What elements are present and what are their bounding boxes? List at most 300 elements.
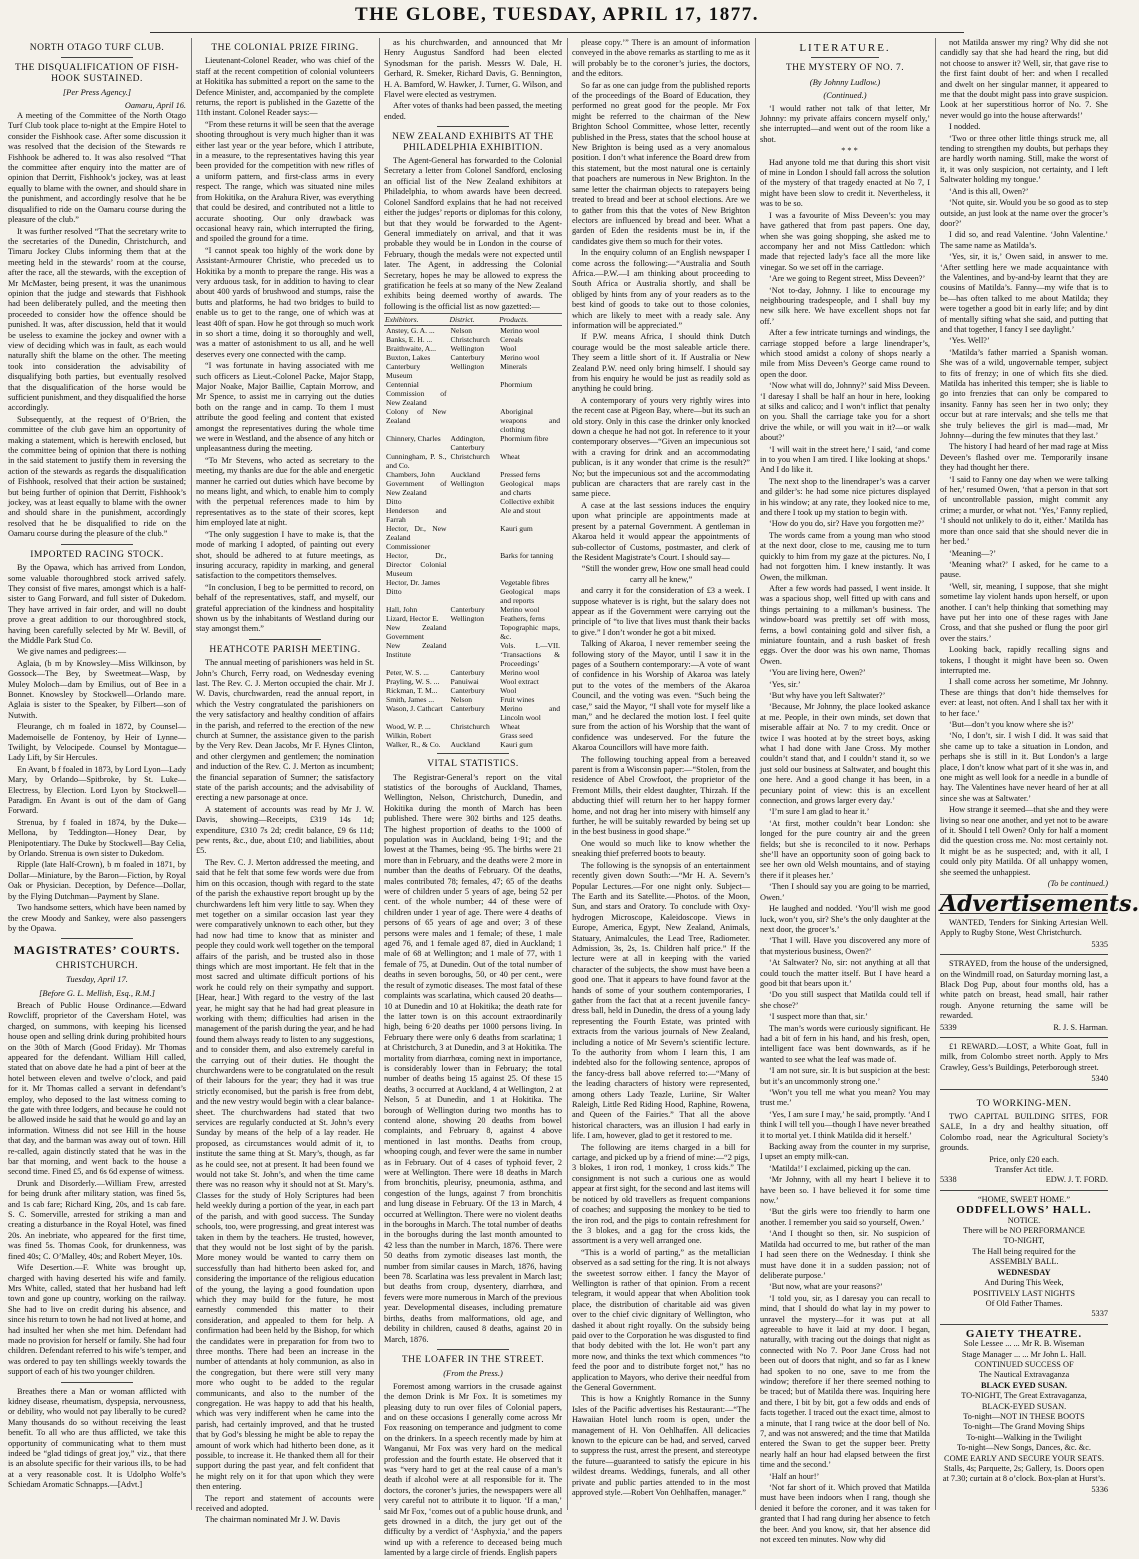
article-paragraph: as his churchwarden, and announced that Mr Henry Augustus Sandford had been elected Synodsman for the parish. Messrs W. Dale, H. Gerhard, R. Smeker, Richard Davis, G. Bennington, H. A. Bamford, W. Hawker, J. Turner, G. Wilson, and Flavel were elected as vestrymen. xyxy=(384,38,562,100)
story-paragraph: ‘I told you, sir, as I daresay you can recall to mind, that I should do what lay in my power to unravel the mystery—for it was put at all agreeable to have it laid at my door. I began, naturally, with tracing out the doings that night as connected with No 7. Poor Jane Cross had not been out of doors that night, and so far as I knew had spoken to no one, save to me from the window; therefore if her there seemed nothing to be traced; but of Matilda there was. Inquiring here and there, I bit by bit, got a few odds and ends of facts together. I traced out the exact time, almost to a minute, that I rang twice at the door bell of No. 7, and was not answered; and the time that Matilda entered the Swan to get the supper beer. Pretty nearly half an hour had elapsed between the first time and the second.’ xyxy=(760,1293,930,1470)
story-paragraph: The man’s words were curiously significant. He had a bit of fern in his hand, and his fresh, open, intelligent face was bent downwards, as if he wanted to see what the leaf was made of. xyxy=(760,1023,930,1064)
ad-line: The Hall being required for the xyxy=(972,1246,1076,1256)
story-title: THE MYSTERY OF NO. 7. xyxy=(785,63,905,74)
story-paragraph: ‘Do you still suspect that Matilda could tell if she chose?’ xyxy=(760,990,930,1010)
divider xyxy=(61,938,132,939)
article-paragraph: One would so much like to know whether the sneaking thief preferred boots to beauty. xyxy=(572,838,750,859)
story-paragraph: ‘How do you do, sir? Have you forgotten me?’ xyxy=(769,519,925,529)
table-row xyxy=(384,605,562,614)
story-paragraph: ‘I would rather not talk of that letter, Mr Johnny: my private affairs concern myself only,’ she interrupted—and went out of the room like a shot. xyxy=(760,103,930,144)
story-paragraph: not Matilda answer my ring? Why did she not candidly say that she had heard the ring, but did not choose to answer it? Well, sir, that gave rise to the first faint doubt of her: and when I recalled and dwelt on her singular manner, it appeared to me that the doubt might pass into grave suspicion. Look at her superstitious horror of No. 7. She never would go into the house afterwards!’ xyxy=(940,38,1108,120)
article-paragraph: “I was fortunate in having associated with me such officers as Lieut.-Colonel Packe, Major Stapp, Major Noake, Major Baillie, Captain Morrow, and Mr Spence, to assist me in carrying out the duties both on the range and in camp. To them I must attribute the good feeling and content that existed amongst the representatives during the whole time we were in Westland, and the absence of any hitch or unpleasantness during the meeting. xyxy=(196,361,374,454)
column-rule xyxy=(755,38,756,1510)
exhibits-header: District. xyxy=(449,314,499,326)
ad-reward xyxy=(940,1037,1108,1085)
turf-title: NORTH OTAGO TURF CLUB. xyxy=(29,43,165,53)
table-cell: Wellington xyxy=(450,362,485,372)
table-row xyxy=(384,578,562,587)
table-cell: Rickman, T. M... xyxy=(386,686,438,696)
article-paragraph: Wife Desertion.—F. White was brought up, charged with having deserted his wife and family. Mrs White, called, stated that her husband had left town and gone up country, working on the railway. She had to live on credit during his absence, and since his return to town he had not lived at home, and had insulted her when she met him. Defendant had made no provision for herself or family. She had four children. Defendant referred to his wife’s temper, and was ordered to pay ten shillings weekly towards the support of each of his two younger children. xyxy=(8,1263,186,1377)
story-paragraph: ‘But the girls were too friendly to harm one another. I remember you said so yourself, Owen.’ xyxy=(760,1207,930,1227)
table-row xyxy=(384,497,562,506)
divider xyxy=(437,126,508,127)
turf-subtitle: THE DISQUALIFICATION OF FISH-HOOK SUSTAINED. xyxy=(14,63,180,84)
table-cell: Pressed ferns xyxy=(500,470,541,480)
article-paragraph: A case at the last sessions induces the enquiry upon what principle are appointments made at present by a paternal Government. A gentleman in Akaroa held it would appear the appointments of sub-collector of Customs, postmaster, and clerk of the Resident Magistrate’s Court. I should say— xyxy=(572,500,750,562)
table-cell xyxy=(449,524,499,551)
ad-line: TO-NIGHT, The Great Extravaganza, xyxy=(961,1391,1087,1401)
table-cell: Wool xyxy=(500,686,517,696)
story-paragraph: ‘Won’t you tell me what you mean? You may trust me.’ xyxy=(760,1088,930,1108)
article-paragraph: A contemporary of yours very rightly wires into the recent case at Pigeon Bay, where—but its such an old story. Only in this case the drinker only knocked down a cheque he had not got. In reference to it your contemporary observes—“Given an impecunious sot with a craving for drink and an accommodating publican, is it any wonder that crime is the result?” No; but the impecunious sot and the accommodating publican are characters that are rarely cast in the same piece. xyxy=(572,395,750,499)
ad-transfer: Transfer Act title. xyxy=(994,1165,1054,1175)
article-paragraph: The following is the synopsis of an entertainment recently given down South:—“Mr H. A. Severn’s Popular Lectures.—For one night only. Subject—The Earth and its Satellite.—Photos. of the Moon, Sun, and stars and Oratory. To conclude with Oxy-hydrogen Microscope, Kaleidoscope. Views in Europe, America, Egypt, New Zealand, Animals, Statuary, Animalcules, the Lead Tree, Radiometer. Admission, 3s, 2s, 1s. Children half price.” If the lecture were at all in keeping with the varied character of the subjects, the show must have been a good one. That it appears to have found favor at the hands of some of your southern contemporaries, I gather from the fact that at a recent juvenile fancy-dress ball, held in Dunedin, the dress of a young lady representing the Fourth Estate, was printed with extracts from the various journals of New Zealand, including a notice of Mr Severn’s scientific lecture. To the authority from whom I learn this, I am indebted also for the following sentence, apropos of the fancy-dress ball above referred to:—“Many of the leading characters of history were represented, among others Lady Teazle, Luriine, Sir Walter Raleigh, Little Red Riding Hood, Raphine, Rowena, and Queen of the Fairies.” That all the above historical characters, was an illusion I had early in life. I am, however, glad to get it restored to me. xyxy=(572,860,750,1141)
ad-line: And During This Week, xyxy=(984,1278,1064,1288)
article-paragraph: The Agent-General has forwarded to the Colonial Secretary a letter from Colonel Sandford, enclosing an official list of the New Zealand exhibitors at Philadelphia, to whom awards have been decreed. Colonel Sandford explains that he had not received either the judges’ reports or diplomas for this colony, but that they would be forwarded to the Agent-General immediately on arrival, and that it was probable they would be in London in the course of February, though the medals were not expected until later. The Agent, in addressing the Colonial Secretary, hopes he may be allowed to express the gratification he feels at so many of the New Zealand exhibits being deemed worthy of awards. The following is the official list as now gazetted:— xyxy=(384,156,562,311)
exhibits-title: NEW ZEALAND EXHIBITS AT THE PHILADELPHIA EXHIBITION. xyxy=(392,132,554,153)
table-cell: Wool xyxy=(500,344,517,354)
story-paragraph: ‘I suspect more than that, sir.’ xyxy=(769,1012,868,1022)
masthead-rule xyxy=(150,32,964,33)
table-cell: Chambers, John xyxy=(386,470,435,480)
table-cell: Chinnery, Charles xyxy=(386,434,441,444)
table-row xyxy=(384,353,562,362)
story-paragraph: I shall come across her sometime, Mr Johnny. These are things that don’t hide themselves for ever: at least, not often. And I shall tax her with it to her face.’ xyxy=(940,677,1108,718)
divider xyxy=(437,1349,508,1350)
story-continued: (Continued.) xyxy=(823,90,867,101)
vital-title: VITAL STATISTICS. xyxy=(427,759,519,770)
table-row xyxy=(384,380,562,407)
magistrates-title: MAGISTRATES’ COURTS. xyxy=(13,943,181,958)
ad-signature: EDW. J. T. FORD. xyxy=(1045,1175,1108,1185)
column-rule xyxy=(935,38,936,1510)
ad-text: £1 REWARD.—LOST, a White Goat, full in milk, from Colombo street north. Apply to Mrs Crawley, Gess’s Buildings, Peterborough street. xyxy=(940,1041,1108,1072)
story-paragraph: ‘Meaning—?’ xyxy=(949,548,996,558)
table-cell: Collective exhibit xyxy=(500,497,555,507)
advertisements-heading: Advertisements. xyxy=(940,890,1139,917)
table-row xyxy=(384,326,562,336)
ad-text: WANTED, Tenders for Sinking Artesian Well. Apply to Rugby Stone, West Christchurch. xyxy=(940,917,1108,938)
table-row xyxy=(384,686,562,695)
table-cell: Kauri gum xyxy=(500,524,533,534)
table-cell xyxy=(449,731,499,740)
table-cell: Vols. I.—VII. ‘Transactions & Proceedings’ xyxy=(500,641,560,669)
article-paragraph: Ripple (late Half-Crown), b m foaled in 1871, by Dollar—Miniature, by the Baron—Fiction, by Royal Oak or Physician. Deception, by Defence—Dollar, by the Flying Dutchman—Payment by Slane. xyxy=(8,860,186,901)
column-rule xyxy=(191,38,192,1510)
prize-title: THE COLONIAL PRIZE FIRING. xyxy=(211,43,359,53)
exhibits-header: Products. xyxy=(498,314,562,326)
magistrates-bench: [Before G. L. Mellish, Esq., R.M.] xyxy=(39,987,155,998)
magistrates-place: CHRISTCHURCH. xyxy=(55,960,139,971)
ad-line: ASSEMBLY BALL. xyxy=(989,1257,1059,1267)
table-cell: Topographic maps, &c. xyxy=(500,623,560,642)
ad-line: Stalls, 4s; Parquette, 2s; Gallery, 1s. Doors open at 7.30; curtain at 8 o’clock. Box-plan at Hurst’s. xyxy=(942,1464,1106,1484)
story-paragraph: ‘Matilda’s father married a Spanish woman. She was of a wild, ungovernable temper, subject to fits of frenzy; in one of which fits she died. Matilda has inherited this temper; she is liable to go into frenzies that can only be compared to insanity. Fanny has seen her in two only; they occur but at rare intervals; and she tells me that she truly believes the girl is mad—mad, Mr Johnny—during the few minutes that they last.’ xyxy=(940,347,1108,441)
table-cell: Nelson xyxy=(450,326,473,336)
divider xyxy=(811,57,879,58)
story-paragraph: ‘Not quite, sir. Would you be so good as to step outside, an just look at the name over the grocer’s door?’ xyxy=(940,198,1108,228)
article-paragraph: Aglaia, (b m by Knowsley—Miss Wilkinson, by Gossock—The Bey, by Sweetmeat—Wasp, by Muley Moloch—dam by Emilius, out of Bee in a Bonnet. Knowsley by Stockwell—Orlando mare. Aglaia is sister to the Speaker, by Filbert—son of Nutwith. xyxy=(8,658,186,720)
ad-number: 5339 xyxy=(940,1022,957,1032)
loafer-source: (From the Press.) xyxy=(443,1368,503,1379)
table-cell: Peter, W. S. ... xyxy=(386,668,429,678)
table-cell: Government of New Zealand xyxy=(386,479,447,498)
table-cell: Centennial Commission of New Zealand xyxy=(386,380,447,408)
ad-number: 5340 xyxy=(1091,1074,1108,1084)
ad-signature: R. J. S. Harman. xyxy=(1053,1022,1108,1032)
article-paragraph: and carry it for the consideration of £3 a week. I suppose whatever is is right, but the salary does not appear as if the Government were carrying out the principle of “to live that lives must thank their backs to give.” I don’t wonder he got a bit mixed. xyxy=(572,586,750,637)
story-paragraph: ‘Yes. Well?’ xyxy=(949,336,990,346)
column-rule xyxy=(567,38,568,1510)
article-paragraph: “The only suggestion I have to make is, that the mode of marking I adopted, of painting out every shot, should be adhered to at future meetings, as insuring accuracy, rapidity in marking, and general satisfaction to the competitors themselves. xyxy=(196,529,374,581)
table-row xyxy=(384,731,562,740)
table-cell: Smith, James ... xyxy=(386,695,435,705)
table-cell: Canterbury xyxy=(450,668,485,678)
table-cell: Ditto xyxy=(386,497,402,507)
table-cell: Hector, Dr., Director Colonial Museum xyxy=(386,551,447,579)
story-author: (By Johnny Ludlow.) xyxy=(809,76,881,87)
table-cell: Wheat xyxy=(500,722,520,732)
exhibits-header: Exhibitors. xyxy=(384,314,449,326)
article-paragraph: In the enquiry column of an English newspaper I come across the following:—“Australia and South Africa.—P.W.—I am thinking about proceeding to South Africa or Australia shortly, and shall be obliged by hints from any of your readers as to the best kind of goods to take out to those colonies, which are likely to meet with a ready sale. Any information will be appreciated.” xyxy=(572,248,750,330)
story-paragraph: ‘I’m sure I am glad to hear it.’ xyxy=(769,807,870,817)
story-paragraph: ‘I said to Fanny one day when we were talking of her,’ resumed Owen, ‘that a person in that sort of uncontrollable passion, might commit any crime; a murder, or what not. ‘Yes,’ Fanny replied, ‘I should not unlikely to do it, either.’ Matilda has more than once said that she should never die in her bed.’ xyxy=(940,474,1108,547)
article-paragraph: The annual meeting of parishioners was held in St. John’s Church, Ferry road, on Wednesday evening last. The Rev. C. J. Merton occupied the chair. Mr J. W. Davis, churchwarden, read the annual report, in which the Vestry congratulated the parishioners on the very satisfactory and healthy condition of affairs in the parish, and referred to the erection of the new church at Sumner, the assistance given to the parish by the Very Rev. Dean Jacobs, Mr F. Hynes Clinton, and other clergymen and gentlemen; the nomination and induction of the Rev. C. J. Merton as incumbent; the financial separation of Sumner; the satisfactory state of the parish accounts; and the advisability of erecting a new parsonage at once. xyxy=(196,658,374,803)
ad-line: POSITIVELY LAST NIGHTS xyxy=(973,1288,1075,1298)
story-paragraph: ‘Well, sir, meaning, I suppose, that she might sometime lay violent hands upon herself, or upon another. I can’t help thinking that something may have put her into one of these rages with Jane Cross, and that she pushed or flung the poor girl over the stairs.’ xyxy=(940,581,1108,643)
article-paragraph: Subsequently, at the request of O’Brien, the committee of the club gave him an opportunity of making a statement, which is herewith enclosed, but the committee being of opinion that there is nothing in the said statement to justify them in reversing the action of the stewards as regards the disqualification of Fishhook, resolved that their action be sustained; but being further of opinion that Derritt, Fishhook’s jockey, was at least equally to blame with the owner and should share in the punishment, accordingly resolved that he be disqualified to ride on the Oamaru course during the pleasure of the club.” xyxy=(8,414,186,539)
table-cell: Vegetable fibres xyxy=(500,578,550,588)
article-paragraph: “From these returns it will be seen that the average shooting throughout is very much higher than it was either last year or the year before, which I attribute, in a measure, to the representatives having this year been provided for the competition with new rifles of a uniform pattern, and first-class arms in every respect. The range, which was situated nine miles from Hokitika, on the Arahura River, was everything that could be desired, and contributed not a little to accurate shooting. Our only drawback was occasional heavy rain, which interrupted the firing, and spoiled the ground for a time. xyxy=(196,119,374,244)
loafer-title: THE LOAFER IN THE STREET. xyxy=(401,1354,545,1365)
table-cell xyxy=(449,407,499,434)
turf-agency: [Per Press Agency.] xyxy=(62,87,132,98)
story-paragraph: ‘That I will. Have you discovered any more of that mysterious business, Owen?’ xyxy=(760,936,930,956)
ad-line: Of Old Father Thames. xyxy=(985,1298,1063,1308)
table-cell: Colony of New Zealand xyxy=(386,407,447,426)
article-paragraph: Lieutenant-Colonel Reader, who was chief of the staff at the recent competition of colonial volunteers at Hokitika has submitted a report on the same to the Defence Minister, and, accompanied by the complete returns, the report is published in the Gazette of the 11th instant. Colonel Reader says:— xyxy=(196,56,374,118)
table-row xyxy=(384,641,562,668)
table-cell: Banks, E. H. ... xyxy=(386,335,433,345)
article-paragraph: Two handsome setters, which have been named by the crew Moody and Sankey, were also passengers by the Opawa. xyxy=(8,903,186,933)
story-paragraph: ‘Now what will do, Johnny?’ said Miss Deveen. ‘I daresay I shall be half an hour in here, looking at silks and calico; and I won’t inflict that penalty on you. Shall the carriage take you for a short drive the while, or will you wait in it?—or walk about?’ xyxy=(760,381,930,443)
story-paragraph: ‘Matilda!’ I exclaimed, picking up the can. xyxy=(769,1163,911,1173)
ad-line: TO-NIGHT, xyxy=(1003,1236,1045,1246)
table-cell: Hall, John xyxy=(386,605,418,615)
table-cell: Wellington xyxy=(450,479,485,489)
table-row xyxy=(384,551,562,578)
table-cell xyxy=(449,587,499,605)
article-paragraph: It was further resolved “That the secretary write to the secretaries of the Dunedin, Christchurch, and Timaru Jockey Clubs informing them that at the meeting held in the stewards’ room at the course, after the race, all the stewards, with the exception of Mr McMaster, being present, it was the unanimous opinion that the judge and stewards that Fishhook had been deliberately pulled, and the meeting then proceeded to consider how the offence should be punished. It was, after discussion, held that it would be useless to examine the jockey and owner with a view of deciding which was in fault, as each would naturally shift the blame on the other. The meeting took into consideration the advisability of disqualifying both parties, but eventually resolved that the disqualification of the horse would be sufficient punishment, and they disqualified the horse accordingly. xyxy=(8,226,186,413)
table-cell: Wellington xyxy=(450,614,485,624)
table-cell: Cunningham, P. S., and Co. xyxy=(386,452,447,471)
ad-oddfellows xyxy=(940,1190,1108,1320)
story-paragraph: ‘But—don’t you know where she is?’ xyxy=(949,720,1074,729)
magistrates-date: Tuesday, April 17. xyxy=(66,974,128,985)
column-6 xyxy=(940,38,1139,1510)
story-paragraph: ‘But now, what are your reasons?’ xyxy=(769,1282,883,1292)
table-cell xyxy=(449,641,499,668)
to-be-continued: (To be continued.) xyxy=(1047,879,1108,889)
table-cell: Aboriginal weapons and clothing xyxy=(500,407,560,435)
article-paragraph: A meeting of the Committee of the North Otago Turf Club took place to-night at the Empire Hotel to consider the Fishhook case. After some discussion it was resolved that the decision of the Stewards re Fishhook be adhered to. It was also resolved “That the committee after enquiry into the matter are of opinion that Derritt, Fishhook’s jockey, was at least equally to blame with the owner, and should share in the punishment, and accordingly resolve that he be disqualified to ride on the Oamaru course during the pleasure of the club.” xyxy=(8,111,186,225)
table-cell: Wason, J. Cathcart xyxy=(386,704,443,714)
divider xyxy=(61,544,132,545)
table-cell: Phormium fibre xyxy=(500,434,549,444)
story-paragraph: ‘Meaning what?’ I asked, for he came to a pause. xyxy=(940,559,1108,580)
column-1 xyxy=(8,38,186,1510)
table-cell: Geological maps and reports xyxy=(500,587,560,606)
story-paragraph: ‘I will wait in the street here,’ I said, ‘and come in to you when I am tired. I like looking at shops.’ And I do like it. xyxy=(760,444,930,475)
ad-gaiety-theatre xyxy=(940,1324,1108,1496)
table-cell: Merino and Lincoln wool xyxy=(500,704,560,723)
ad-line: Stage Manager ... ... Mr John L. Hall. xyxy=(961,1349,1087,1359)
ad-text: STRAYED, from the house of the undersigned, on the Windmill road, on Saturday morning last, a Black Dog Pup, about four months old, has a white patch on breast, head small, hair rather rough. Anyone returning the same will be rewarded. xyxy=(940,959,1108,1021)
story-paragraph: ‘Two or three other little things struck me, all tending to strengthen my doubts, but perhaps they are hardly worth naming. Still, make the worst of it, it was only suspicion, not certainty, and I left Saltwater holding my tongue.’ xyxy=(940,133,1108,185)
article-paragraph: En Avant, b f foaled in 1873, by Lord Lyon—Lady Mary, by Orlando—Spitbroke, by St. Luke—Electress, by Election. Lord Lyon by Stockwell—Paradigm. En Avant is out of the dam of Gang Forward. xyxy=(8,764,186,816)
article-paragraph: The following touching appeal from a bereaved parent is from a Wisconsin paper:—“Stolen, from the residence of Abel Crowfoot, the proprietor of the Fremont Mills, their eldest daughter, Thirzah. If the abducting thief will return her to her happy former home, and not drag her into misery with himself any further, he will be suitably rewarded by being set up in the best business in good shape.” xyxy=(572,754,750,837)
article-paragraph: The chairman nominated Mr J. W. Davis xyxy=(205,1515,341,1525)
ad-line: COME EARLY AND SECURE YOUR SEATS. xyxy=(944,1453,1104,1463)
article-paragraph: “I cannot speak too highly of the work done by Assistant-Armourer Christie, who preceded us to Hokitika by a month to prepare the range. His was a very arduous task, for in addition to having to clear about 400 yards of brushwood and stumps, raise the butts and platforms, he had two bridges to build to enable us to get to the range, one of which was at least 40ft of span. How he got through so much work in so short a time, doing it so thoroughly and well, was a matter of astonishment to us all, and he well deserves every one connected with the camp. xyxy=(196,245,374,359)
table-cell: Lizard, Hector E. xyxy=(386,614,439,624)
ad-quote: “HOME, SWEET HOME.” xyxy=(977,1194,1071,1204)
table-row xyxy=(384,587,562,605)
story-paragraph: After a few words had passed, I went inside. It was a spacious shop, well fitted up with cans and things pertaining to a milkman’s business. The window-board was prettily set off with moss, ferns, a bowl containing gold and silver fish, a miniature fountain, and a rush basket of fresh eggs. Over the door was his own name, Thomas Owen. xyxy=(760,583,930,666)
table-cell: Barks for tanning xyxy=(500,551,554,561)
article-paragraph: Strenua, by f foaled in 1874, by the Duke—Mellona, by Teddington—Honey Dear, by Plenipotentiary. The Duke by Stockwell—Bay Celia, by Orlando. Strenua is own sister to Dukedom. xyxy=(8,817,186,859)
table-row xyxy=(384,668,562,677)
divider xyxy=(61,57,132,58)
table-cell: Feathers, ferns xyxy=(500,614,545,624)
turf-dateline: Oamaru, April 16. xyxy=(124,100,186,110)
ad-text: TWO CAPITAL BUILDING SITES, FOR SALE, In a dry and healthy situation, off Colombo road, near the Agricultural Society’s grounds. xyxy=(940,1112,1108,1153)
ad-heading: TO WORKING-MEN. xyxy=(976,1098,1072,1109)
table-cell xyxy=(449,506,499,524)
ad-line: There will be NO PERFORMANCE xyxy=(963,1226,1085,1236)
story-paragraph: I did so, and read Valentine. ‘John Valentine.’ The same name as Matilda’s. xyxy=(940,230,1108,250)
story-paragraph: I nodded. xyxy=(949,122,981,132)
masthead: THE GLOBE, TUESDAY, APRIL 17, 1877. xyxy=(355,4,759,25)
ad-number: 5336 xyxy=(1091,1484,1108,1494)
column-4 xyxy=(572,38,750,1510)
ad-line: To-night—NOT IN THESE BOOTS xyxy=(963,1411,1085,1421)
table-cell: Henderson and Farrah xyxy=(386,506,447,525)
table-cell: New Zealand Institute xyxy=(386,641,447,660)
table-row xyxy=(384,614,562,623)
table-cell xyxy=(449,380,499,407)
story-paragraph: ‘And is this all, Owen?’ xyxy=(949,186,1029,196)
table-cell: Kauri gum xyxy=(500,740,533,750)
ad-line: The Nautical Extravaganza xyxy=(978,1370,1070,1380)
table-row xyxy=(384,344,562,353)
table-row xyxy=(384,677,562,686)
table-cell: Phormium xyxy=(500,380,533,390)
story-paragraph: ‘Half an hour!’ xyxy=(769,1471,820,1481)
table-cell: Prayling, W. S. ... xyxy=(386,677,440,687)
table-row xyxy=(384,722,562,731)
table-row xyxy=(384,704,562,722)
article-paragraph: This is how a Knightly Romance in the Sunny Isles of the Pacific advertises his Restaurant:—“The Hawaiian Hotel lunch room is open, under the management of H. Von Oehlhaffen. All delicacies known to the epicure can be had, and served, carved to suppress the rust, arrest the present, and stereotype the future—guaranteed to satisfy the epicure in his wildest dreams. Weddings, funerals, and all other private and public parties attended to in the most approved style.—Robert Von Oehlhaffen, manager.” xyxy=(572,1394,750,1498)
article-paragraph: We give names and pedigrees:— xyxy=(17,647,126,657)
table-cell: Anstey, G. A. ... xyxy=(386,326,435,336)
story-paragraph: ‘At Saltwater? No, sir: not anything at all that could touch the matter itself. But I have heard a good bit that bears upon it.’ xyxy=(760,958,930,988)
ad-building-sites xyxy=(940,1089,1108,1186)
ad-number: 5337 xyxy=(1091,1309,1108,1319)
ad-line: CONTINUED SUCCESS OF xyxy=(974,1359,1074,1369)
article-paragraph: The Registrar-General’s report on the vital statistics of the boroughs of Auckland, Thames, Wellington, Nelson, Christchurch, Dunedin, and Hokitika during the month of March has been published. There were 302 births and 125 deaths. The highest proportion of deaths to the 1000 of population was in Auckland, being 1·91; and the lowest at the Thames, being ·95. The births were 21 more than in February, and the deaths were 2 more in number than the deaths of February. Of the deaths, males contributed 78; females, 47; 65 of the deaths were of children under 5 years of age, being 52 per cent. of the whole number; 44 of these were of children under 1 year of age. There were 4 deaths of persons of 65 years of age and over; 3 of these persons were males and 1 female; of these, 1 male aged 76, and 1 female aged 87, died in Auckland; 1 male of 68 at Wellington; and 1 male of 77, with 1 female of 75, at Dunedin. Out of the total number of deaths in seven boroughs, 50, or 40 per cent., were the result of zymotic diseases. The most fatal of these complaints was scarlatina, which caused 20 deaths—10 at Dunedin and 10 at Hokitika; the death rate for the latter town is on this account extraordinarily high, being 6·20 deaths per 1000 persons living. In February there were only 6 deaths from scarlatina; 1 at Christchurch, 3 at Dunedin, and 3 at Hokitika. The mortality from diarrhœa, coming next in importance, is considerably lower than in February; the total number of deaths being 15 against 25. Of these 15 deaths, 3 occurred at Auckland, 4 at Wellington, 2 at Nelson, 5 at Dunedin, and 1 at Hokitika. The borough of Wellington during two months has to contend alone, showing 20 deaths from bowel complaints, and February 8, against 4 above mentioned in last months. Deaths from croup, whooping cough, and fever were the same in number as in February. Out of 4 cases of typhoid fever, 2 were at Wellington. There were 18 deaths in March from bronchitis, pleurisy, pneumonia, asthma, and congestion of the lungs, against 7 from bronchitis and lung disease in February. Of the 13 in March, 4 occurred at Wellington. There were no violent deaths in the boroughs in March. The total number of deaths in the boroughs during the last month amounted to 42 less than the number in March, 1876. There were 50 deaths from zymotic diseases last month, the number from similar causes in March, 1876, having been 78. Scarlatina was less prevalent in March last; but deaths from croup, dysentery, diarrhœa, and fevers were more numerous in March of the previous year. Developmental diseases, including premature births, deaths from malformations, old age, and debility in children, caused 8 deaths, against 20 in March, 1876. xyxy=(384,772,562,1344)
story-paragraph: ‘Are we going to Regent street, Miss Deveen?’ xyxy=(769,274,926,284)
article-paragraph: please copy.’” There is an amount of information conveyed in the above remarks as startling to me as it will probably be to the coroner’s juries, the doctors, and the editors. xyxy=(572,38,750,79)
parish-title: HEATHCOTE PARISH MEETING. xyxy=(209,644,361,655)
table-cell: Canterbury xyxy=(450,704,485,714)
story-paragraph: ‘Yes, I am sure I may,’ he said, promptly. ‘And I think I will tell you—though I have never breathed it to mortal yet. I think Matilda did it herself.’ xyxy=(760,1109,930,1140)
article-paragraph: So far as one can judge from the published reports of the proceedings of the Board of Education, they performed no great good for the people. Mr Fox might be referred to the chairman of the New Brighton School Committee, whose letter, recently published in the Press, states that the school house at New Brighton is being used as a very anomalous position. I don’t what inference the Board drew from this statement, but the most natural one is certainly that poachers are numerous in New Brighton. In the same letter the chairman objects to ratepayers being treated to bread and beer at school elections. Are we to gather from this that the votes of New Brighton electors are influenced by bread and beer. What a garden of Eden the residents must be in, if the candidates give them so much for their votes. xyxy=(572,80,750,246)
column-3 xyxy=(384,38,562,1558)
ad-price: Price, only £20 each. xyxy=(989,1154,1059,1164)
ad-line: BLACK EYED SUSAN. xyxy=(981,1380,1067,1390)
table-cell: Canterbury xyxy=(450,605,485,615)
article-paragraph: “To Mr Stevens, who acted as secretary to the meeting, my thanks are due for the able and energetic manner he carried out duties which have become by no means light, and which, to enable him to comply with the perpetual references made to him by representatives as to the state of their scores, kept him employed late at night. xyxy=(196,455,374,528)
table-row xyxy=(384,524,562,551)
table-cell: Merino wool xyxy=(500,605,540,615)
story-paragraph: The next shop to the linendraper’s was a carver and gilder’s: he had some nice pictures displayed in his window; at any rate, they looked nice to me, and there I took up my station to begin with. xyxy=(760,476,930,518)
ad-tenders xyxy=(940,913,1108,950)
table-cell: Auckland xyxy=(450,470,481,480)
exhibits-table xyxy=(384,313,562,749)
table-cell: Wilkin, Robert xyxy=(386,731,432,741)
article-paragraph: “This is a world of parting,” as the metallician observed as a sad setting for the ring. It is not always the sweetest sorrow either. I fancy the Mayor of Wellington is rather of that opinion. From a recent telegram, it would appear that when Abolition took place, the distribution of charitable aid was given over to the chief civic dignitary of Wellington, who dashed it about right royally. On the subsidy being paid over to the Corporation he was disgusted to find that body debited with the lot. He won’t part any more now, and thinks the text which commences “to feed the poor and to distribute forget not,” has no application to Mayors, who derive their needful from the General Government. xyxy=(572,1247,750,1392)
divider xyxy=(249,639,320,640)
table-cell xyxy=(449,551,499,578)
table-row xyxy=(384,479,562,497)
table-row xyxy=(384,695,562,704)
table-cell: Christchurch xyxy=(450,335,490,345)
ad-line: BLACK-EYED SUSAN. xyxy=(981,1401,1067,1411)
ad-number: 5338 xyxy=(940,1175,957,1185)
table-row xyxy=(384,335,562,344)
ad-line: To-night—New Songs, Dances, &c. &c. xyxy=(957,1443,1091,1453)
story-paragraph: ‘Yes, sir, it is,’ Owen said, in answer to me. ‘After settling here we made acquaintance with the Valentines, and by-and-by learnt that they are cousins of Matilda’s. Fanny—my wife that is to be—has often talked to me about Matilda; they were together a good bit in early life; and by dint of mentally sifting what she said, and putting that and that together, I fancy I see daylight.’ xyxy=(940,252,1108,334)
article-paragraph: By the Opawa, which has arrived from London, some valuable thoroughbred stock arrived safely. They consist of five mares, amongst which is a half-sister to Gang Forward, and full sister of Dukedom. They have arrived in fair order, and will no doubt prove a great addition to our thoroughbred stock, having been carefully selected by Mr W. Bevill, of the Middle Park Stud Co. xyxy=(8,563,186,645)
article-paragraph: If P.W. means Africa, I should think Dutch courage would be the most saleable article there. They seem a little short of it. If Australia or New Zealand P.W. need only bring himself. I should say from his enquiry he would be just as readily sold as anything he could bring. xyxy=(572,332,750,394)
table-cell: Canterbury xyxy=(450,353,485,363)
table-row xyxy=(384,434,562,452)
story-paragraph: After a few intricate turnings and windings, the carriage stopped before a large linendraper’s, which stood amidst a colony of shops nearly a mile from Miss Deveen’s George came round to open the door. xyxy=(760,328,930,379)
article-paragraph: After votes of thanks had been passed, the meeting ended. xyxy=(384,101,562,121)
table-cell: Christchurch xyxy=(450,452,490,462)
table-row xyxy=(384,452,562,470)
article-paragraph: “In conclusion, I beg to be permitted to record, on behalf of the representatives, staff, and myself, our grateful appreciation of the kindness and hospitality shown us by the inhabitants of Westland during our stay amongst them.” xyxy=(196,582,374,634)
ad-line: WEDNESDAY xyxy=(997,1267,1051,1277)
table-cell: New Zealand Government xyxy=(386,623,447,642)
table-cell: Wheat xyxy=(500,452,520,462)
table-cell: Walker, R., & Co. xyxy=(386,740,441,750)
table-cell: Ale and stout xyxy=(500,506,541,516)
ad-number: 5335 xyxy=(1091,939,1108,949)
verse-quote: “Still the wonder grew, How one small head could carry all he knew,” xyxy=(581,564,750,584)
table-cell: Auckland xyxy=(450,740,481,750)
ad-strayed xyxy=(940,954,1108,1033)
table-cell: Merino wool xyxy=(500,353,540,363)
story-paragraph: How strange it seemed—that she and they were living so near one another, and yet not to be aware of it. Should I tell Owen? Only for half a moment did the question cross me. No: most certainly not. It might be as he suspected; and, with it all, I could only pity Matilda. Of all unhappy women, she seemed the unhappiest. xyxy=(940,805,1108,877)
story-paragraph: ‘I am not sure, sir. It is but suspicion at the best: but it’s an uncommonly strong one.’ xyxy=(760,1066,930,1086)
article-paragraph: The Rev. C. J. Merton addressed the meeting, and said that he felt that some few words were due from him on this occasion, though with regard to the state of the parish the exhaustive report brought up by the churchwardens left him very little to say. When they met together on a similar occasion last year they were comparatively unknown to each other, but they had now had time to know that as minister and people they could work well together on the temporal affairs of the parish, and be trusted also in those things which are most important. He felt that in the most sacred and ultimate difficult portions of his work he could rely on their sympathy and support. [Hear, hear.] With regard to the vestry of the last year, he might say that he had had great pleasure in working with them; difficulties had arisen in the management of the parish during the year, and he had found them always ready to listen to any suggestions, and to consider them, and also extremely careful in the carrying out of their duties. He thought the churchwardens were to be congratulated on the result of their labours for the year; they had it was true strictly economised, but the parish is free from debt, and the new vestry would begin with a clear balance-sheet. The churchwardens had stated that two services are regularly conducted at St. John’s every Sunday by means of the help of a lay reader. He proposed, as circumstances would admit of it, to institute the same thing at St. Mary’s, though, as far as he could see, not at present. It had been found we would not take St. John’s, and when the time came there was no reason why it should not at St. Mary’s. Classes for the study of Holy Scriptures had been held weekly during a portion of the year, in each part of the parish, and with good success. The Sunday schools, too, were progressing, and great interest was taken in them by the teachers. He trusted, however, that they would not be lost sight of by the parish. More money would be wanted to carry them on successfully than had hitherto been asked for, and considering the importance of the religious education of the young, the laying a good foundation upon which they may build for the future, he most earnestly commended this matter to their consideration, and appealed to them for help. A confirmation had been held by the Bishop, for which the candidates were in preparation for from two to three months. There had been an increase in the number of attendants at holy communion, as also in the congregation, but there were still very many more who ought to be added to the regular communicants, and also to the number of the congregation. He was happy to add that his health, which was very indifferent when he came into the parish, had certainly improved, and that he trusted that by God’s blessing he might be able to repay the amount of work which had hitherto been done, as it possible, to increase it. He thanked them all for their support during the past year, and felt confident that he might rely on it for that upon which they were then entering. xyxy=(196,857,374,1492)
table-cell: Panuiwai xyxy=(450,677,479,687)
table-row xyxy=(384,623,562,641)
story-paragraph: Looking back, rapidly recalling signs and tokens, I thought it might have been so. Owen interrupted me. xyxy=(940,645,1108,675)
ad-line: To-night—The Grand Moving Ships xyxy=(963,1422,1085,1432)
story-paragraph: I was a favourite of Miss Deveen’s: you may have gathered that from past papers. One day, when she was going shopping, she asked me to accompany her and not Miss Cattledon: which made that rejected lady’s face all the more like vinegar. So we set off in the carriage. xyxy=(760,210,930,272)
table-cell xyxy=(449,497,499,506)
table-cell: Merino wool xyxy=(500,668,540,678)
ad-title: ODDFELLOWS’ HALL. xyxy=(956,1204,1092,1217)
table-cell: Cereals xyxy=(500,335,523,345)
table-row xyxy=(384,740,562,749)
article-paragraph: Breach of Public House Ordinance.—Edward Rowcliff, proprietor of the Caversham Hotel, was charged, on summons, with keeping his licensed house open and selling drink during prohibited hours on the 30th of March (Good Friday). Mr Thomas appeared for the defendant. William Hill called, stated that on above date he had a pint of beer at the hotel between eleven and twelve o’clock, and paid for it. Mr Thomas called a servant in defendant’s employ, who deposed to the last witness coming to the gate with three lodgers, and because he could not be allowed inside he said that he would go and lay an information. Witness did not see Hill in the house that day, and the barman was away out of town. Hill re-called, again distinctly stated that he was in the bar that morning, and went back to the house a second time. Fined £5, and 6s 6d expense of witness. xyxy=(8,1000,186,1177)
table-cell: Geological maps and charts xyxy=(500,479,560,498)
column-rule xyxy=(379,38,380,1510)
story-paragraph: The history I had heard of her mad rage at Miss Deveen’s flashed over me. Temporarily insane they had thought her there. xyxy=(940,442,1108,473)
table-cell: Addington, Canterbury xyxy=(450,434,485,453)
story-paragraph: He laughed and nodded. ‘You’ll wish me good luck, won’t you, sir? She’s the only daughter at the next door, the grocer’s.’ xyxy=(760,904,930,934)
story-paragraph: ‘Yes, sir.’ xyxy=(769,679,801,689)
table-cell: Hector, Dr., New Zealand Commissioner xyxy=(386,524,447,552)
table-cell: Wood, W. P. ... xyxy=(386,722,431,732)
article-paragraph: Talking of Akaroa, I never remember seeing the following story of the Mayor, until I saw it in the pages of a Southern contemporary:—A vote of want of confidence in his Worship of Akaroa was lately put to the votes of the members of the Akaroa Council, and the voting was even. “Such being the case,” said the Mayor, “I shall vote for myself like a man,” and he declared the motion lost. I feel quite sure from the action of his Worship that the want of confidence was undeserved. For the future the Akaroa Councillors will have more faith. xyxy=(572,639,750,753)
story-paragraph: Had anyone told me that during this short visit of mine in London I should fall across the solution of the mystery of that tragedy enacted at No 7, I might have been slow to credit it. Nevertheless, it was to be so. xyxy=(760,157,930,209)
story-paragraph: ‘Because, Mr Johnny, the place looked askance at me. People, in their own minds, set down that miserable affair at No. 7 to my credit. Once or twice I was hooted at by the street boys, asking what I had done with Jane Cross. My mother couldn’t stand that, and I couldn’t stand it, so we just sold our business at Saltwater, and bought this one here. And a good change it has been, in a pecuniary point of view: this is an excellent connection, and grows larger every day.’ xyxy=(760,702,930,806)
story-paragraph: ‘Not far short of it. Which proved that Matilda must have been indoors when I rang, though she denied it before the coroner, and it was taken for granted that I had rang during her absence to fetch the beer. And you know, sir, that her absence did not exceed ten minutes. Now why did xyxy=(760,1483,930,1545)
story-paragraph: ‘At first, mother couldn’t bear London: she longed for the pure country air and the green fields; but she is reconciled to it now. Perhaps she’ll have an opportunity soon of going back to see her own old Welsh mountains, and of staying there if it pleases her.’ xyxy=(760,818,930,880)
story-paragraph: The words came from a young man who stood at the next door, close to me, causing me to turn quickly to him from my gaze at the pictures. No, I had not forgotten him. I knew instantly. It was Owen, the milkman. xyxy=(760,530,930,582)
article-paragraph: A statement of accounts was read by Mr J. W. Davis, showing—Receipts, £319 14s 1d; expenditure, £310 7s 2d; credit balance, £9 6s 11d; pew rents, &c., due, about £10; and liabilities, about £5. xyxy=(196,804,374,856)
table-cell: Merino wool xyxy=(500,326,540,336)
story-paragraph: ‘No, I don’t, sir. I wish I did. It was said that she came up to take a situation in London, and perhaps she is still in it. But London’s a large place, I don’t know what part of it she was in, and one might as well look for a needle in a bundle of hay. The Valentines have never heard of her at all since she was at Saltwater.’ xyxy=(940,731,1108,803)
table-cell: Braithwaite, A... xyxy=(386,344,436,354)
ad-title: GAIETY THEATRE. xyxy=(965,1327,1083,1340)
table-cell: Wool extract xyxy=(500,677,539,687)
literature-title: LITERATURE. xyxy=(799,42,891,54)
ad-line: Sole Lessee ... ... Mr R. B. Wiseman xyxy=(963,1339,1085,1349)
table-cell: Grass seed xyxy=(500,731,533,741)
table-cell: Minerals xyxy=(500,362,528,372)
advertorial-paragraph: Breathes there a Man or woman afflicted with kidney disease, rheumatism, dyspepsia, nervousness, or debility, who would not pay liberally to be cured? Many thousands do so without receiving the least benefit. To all who are thus afflicted, we take this opportunity of communicating what to them must indeed be “glad tidings of great joy,” viz., that there is an absolute specific for their various ills, to be had at a very reasonable cost. It is Udolpho Wolfe’s Schiedam Aromatic Schnapps.—[Advt.] xyxy=(8,1386,186,1490)
ad-footer xyxy=(940,1175,1108,1185)
story-paragraph: ‘You are living here, Owen?’ xyxy=(769,668,866,678)
table-cell: Canterbury Museum xyxy=(386,362,421,381)
article-paragraph: The report and statement of accounts were received and adopted. xyxy=(196,1493,374,1514)
table-cell xyxy=(449,578,499,587)
section-stars: * * * xyxy=(841,146,858,156)
column-2 xyxy=(196,38,374,1525)
article-paragraph: Foremost among warriors in the crusade against the demon Drink is Mr Fox. It is sometimes my pleasing duty to run over files of Colonial papers, and on these occasions I generally come across Mr Fox reasoning on temperance and judgment to come on the drinkers. In a speech recently made by him at Wanganui, Mr Fox was very hard on the medical profession and the fourth estate. He observed that it was “very hard to get at the real cause of a man’s death if alcohol were at all responsible for it. The doctors, the coroner’s juries, the newspapers were all very careful not to attribute it to liquor. ‘If a man,’ said Mr Fox, ‘comes out of a public house drunk, and gets drowned in a ditch, the jury get out of the difficulty by a verdict of ‘Asphyxia,’ and the papers wind up with a reference to deceased being much lamented by a large circle of friends. English papers xyxy=(384,1381,562,1558)
table-cell: Buxton, Lakes xyxy=(386,353,431,363)
table-cell: Nelson xyxy=(450,695,473,705)
story-paragraph: ‘Not to-day, Johnny. I like to encourage my neighbouring tradespeople, and I shall buy my new silk here. We have excellent shops not far off.’ xyxy=(760,285,930,326)
table-row xyxy=(384,362,562,380)
table-row xyxy=(384,470,562,479)
divider xyxy=(437,753,508,754)
table-cell xyxy=(449,623,499,641)
column-5 xyxy=(760,38,930,1545)
story-paragraph: ‘And I thought so then, sir. No suspicion of Matilda had occurred to me, but rather of the man I had seen there on the Wednesday. I think she must have done it in a sudden passion; not of deliberate purpose.’ xyxy=(760,1229,930,1280)
article-paragraph: The following are items charged in a bill for cartage, and picked up by a friend of mine:—“2 pigs, 3 blokes, 1 iron rod, 1 monkey, 1 cross kids.” The consignment is not such a curious one as would appear at first sight, for the second and last items will be noticed by old travellers as frequent companions of coaches; and supposing the monkey to be tied to the iron rod, and the pigs to contain refreshment for the 3 blokes, and a gag for the cross kids, the assortment is a very well arranged one. xyxy=(572,1142,750,1246)
ad-line: To-night—Walking in the Twilight xyxy=(966,1432,1082,1442)
table-cell: Wellington xyxy=(450,344,485,354)
table-row xyxy=(384,506,562,524)
table-cell: Christchurch xyxy=(450,722,490,732)
